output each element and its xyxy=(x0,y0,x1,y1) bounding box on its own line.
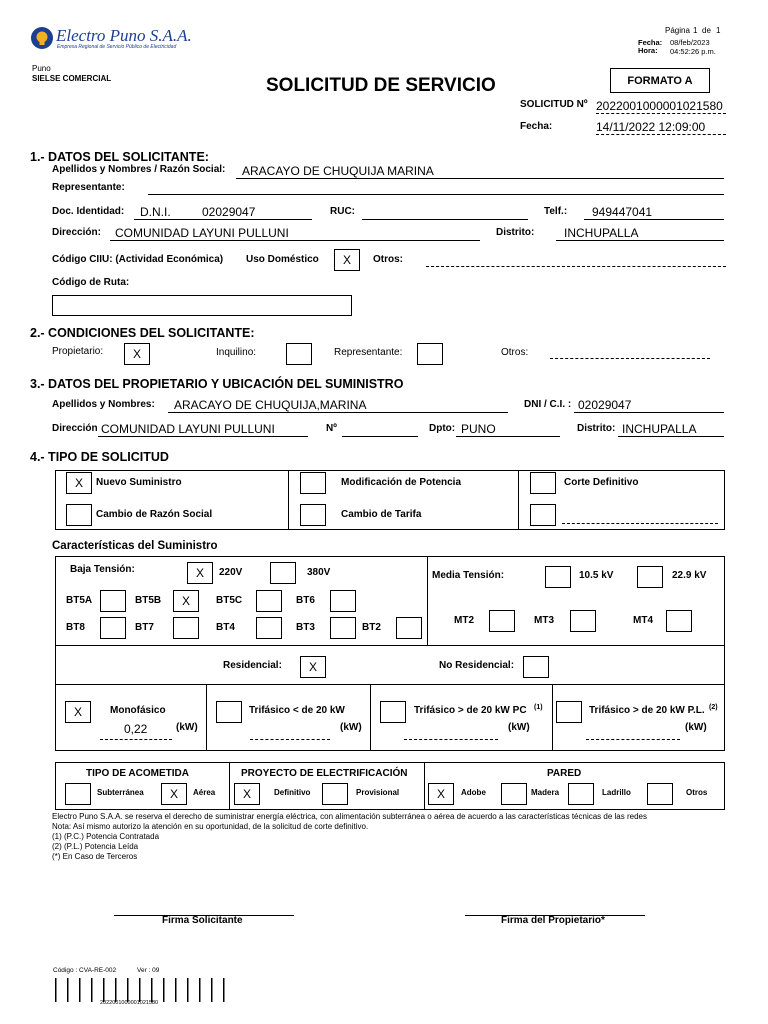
phone-line[interactable] xyxy=(584,219,724,220)
tariff-mt4-label: MT4 xyxy=(633,615,653,626)
wood-checkbox[interactable] xyxy=(501,783,527,805)
tariff-bt3-label: BT3 xyxy=(296,622,315,633)
new-supply-checkbox[interactable] xyxy=(66,472,92,494)
address-label: Dirección: xyxy=(52,227,101,238)
header-city: Puno xyxy=(32,64,51,73)
page-of: de xyxy=(702,26,711,35)
representative-line[interactable] xyxy=(148,194,724,195)
medium-voltage-label: Media Tensión: xyxy=(432,570,505,581)
other-request-line[interactable] xyxy=(562,523,718,524)
voltage-380v-label: 380V xyxy=(307,567,331,578)
district-label: Distrito: xyxy=(496,227,535,238)
tariff-bt5b-mark: X xyxy=(181,594,190,608)
power-modification-checkbox[interactable] xyxy=(300,472,326,494)
id-document-line[interactable] xyxy=(134,219,312,220)
company-tagline: Empresa Regional de Servicio Público de Electricidad xyxy=(57,44,177,50)
other-request-checkbox[interactable] xyxy=(530,504,556,526)
tariff-bt8-checkbox[interactable] xyxy=(100,617,126,639)
voltage-380v-checkbox[interactable] xyxy=(270,562,296,584)
print-time-value: 04:52:26 p.m. xyxy=(670,47,716,56)
route-code-input[interactable] xyxy=(52,295,352,316)
company-name: Electro Puno S.A.A. xyxy=(56,26,192,45)
page-label: Página xyxy=(665,26,690,35)
other-activity-line[interactable] xyxy=(426,266,726,267)
final-cut-checkbox[interactable] xyxy=(530,472,556,494)
supply-address-value: COMUNIDAD LAYUNI PULLUNI xyxy=(101,422,275,436)
header-unit: SIELSE COMERCIAL xyxy=(32,74,112,83)
tariff-mt2-checkbox[interactable] xyxy=(489,610,515,632)
section3-title: 3.- DATOS DEL PROPIETARIO Y UBICACIÓN DEL SUMINISTRO xyxy=(30,377,404,391)
owner-name-line[interactable] xyxy=(168,412,508,413)
domestic-use-label: Uso Doméstico xyxy=(246,254,319,265)
single-phase-power-line[interactable] xyxy=(100,739,172,740)
tariff-bt4-checkbox[interactable] xyxy=(256,617,282,639)
final-cut-label: Corte Definitivo xyxy=(564,477,639,488)
lightbulb-logo-icon xyxy=(30,26,54,50)
tariff-mt4-checkbox[interactable] xyxy=(666,610,692,632)
notes-line: Electro Puno S.A.A. se reserva el derecho de suministrar energía eléctrica, con alimentación subterránea o aérea de acuerdo a las características técnicas de las redes xyxy=(52,812,647,821)
wood-label: Madera xyxy=(531,788,560,797)
underground-checkbox[interactable] xyxy=(65,783,91,805)
supply-address-label: Dirección xyxy=(52,423,98,434)
phone-label: Telf.: xyxy=(544,206,568,217)
representative-label: Representante: xyxy=(52,182,125,193)
supply-address-line[interactable] xyxy=(98,436,308,437)
format-a-box xyxy=(610,68,710,93)
applicant-signature-label: Firma Solicitante xyxy=(162,915,243,926)
form-code: Código : CVA-RE-002 xyxy=(53,967,117,974)
tariff-bt5a-label: BT5A xyxy=(66,595,93,606)
tariff-bt2-label: BT2 xyxy=(362,622,381,633)
single-phase-unit: (kW) xyxy=(176,722,198,733)
representative-condition-label: Representante: xyxy=(334,347,403,358)
adobe-mark: X xyxy=(436,787,445,801)
section4-title: 4.- TIPO DE SOLICITUD xyxy=(30,450,169,464)
phone-value: 949447041 xyxy=(592,205,653,219)
ruc-label: RUC: xyxy=(330,206,355,217)
barcode-text: 2022001000001021580 xyxy=(100,1000,159,1006)
tariff-mt3-label: MT3 xyxy=(534,615,554,626)
voltage-row-divider xyxy=(55,645,725,646)
notes-line: (2) (P.L.) Potencia Leída xyxy=(52,842,139,851)
new-supply-label: Nuevo Suministro xyxy=(96,477,182,488)
owner-dni-label: DNI / C.I. : xyxy=(524,399,572,410)
low-voltage-label: Baja Tensión: xyxy=(70,564,135,575)
three-phase-pl-checkbox[interactable] xyxy=(556,701,582,723)
other-condition-label: Otros: xyxy=(501,347,529,358)
request-type-divider xyxy=(288,470,289,530)
connection-divider xyxy=(424,762,425,810)
tariff-bt8-label: BT8 xyxy=(66,622,85,633)
three-phase-pl-unit: (kW) xyxy=(685,722,707,733)
owner-name-value: ARACAYO DE CHUQUIJA,MARINA xyxy=(174,398,367,412)
three-phase-pl-superscript: (2) xyxy=(709,704,718,711)
voltage-22-9kv-label: 22.9 kV xyxy=(672,570,707,581)
barcode xyxy=(55,978,225,1002)
definitive-mark: X xyxy=(242,787,251,801)
three-phase-pc-label: Trifásico > de 20 kW PC xyxy=(414,705,527,716)
applicant-name-line[interactable] xyxy=(236,178,724,179)
single-phase-label: Monofásico xyxy=(110,705,166,716)
aerial-mark: X xyxy=(169,787,178,801)
non-residential-checkbox[interactable] xyxy=(523,656,549,678)
supply-number-label: Nº xyxy=(326,423,337,434)
brick-label: Ladrillo xyxy=(602,788,631,797)
connection-type-title: TIPO DE ACOMETIDA xyxy=(86,768,189,779)
notes-line: (1) (P.C.) Potencia Contratada xyxy=(52,832,160,841)
domestic-use-checkbox[interactable] xyxy=(334,249,360,271)
owner-dni-value: 02029047 xyxy=(578,398,632,412)
three-phase-pc-checkbox[interactable] xyxy=(380,701,406,723)
section2-title: 2.- CONDICIONES DEL SOLICITANTE: xyxy=(30,326,255,340)
power-modification-label: Modificación de Potencia xyxy=(341,477,462,488)
request-number-label: SOLICITUD Nº xyxy=(520,99,588,110)
ciiu-label: Código CIIU: (Actividad Económica) xyxy=(52,254,224,265)
id-document-label: Doc. Identidad: xyxy=(52,206,125,217)
aerial-checkbox[interactable] xyxy=(161,783,187,805)
company-logo xyxy=(30,26,190,52)
supply-district-value: INCHUPALLA xyxy=(622,422,697,436)
three-phase-under-20kw-label: Trifásico < de 20 kW xyxy=(249,705,345,716)
request-date-line xyxy=(596,134,726,135)
three-phase-pl-line[interactable] xyxy=(586,739,680,740)
applicant-name-value: ARACAYO DE CHUQUIJA MARINA xyxy=(242,164,434,178)
electrification-project-title: PROYECTO DE ELECTRIFICACIÓN xyxy=(241,768,408,779)
voltage-220v-mark: X xyxy=(195,566,204,580)
district-value: INCHUPALLA xyxy=(564,226,639,240)
voltage-divider xyxy=(427,556,428,645)
form-title: SOLICITUD DE SERVICIO xyxy=(266,75,496,96)
voltage-220v-label: 220V xyxy=(219,567,243,578)
other-wall-checkbox[interactable] xyxy=(647,783,673,805)
tariff-bt2-checkbox[interactable] xyxy=(396,617,422,639)
tariff-bt3-checkbox[interactable] xyxy=(330,617,356,639)
tariff-bt5b-checkbox[interactable] xyxy=(173,590,199,612)
three-phase-pl-label: Trifásico > de 20 kW P.L. xyxy=(589,705,705,716)
tariff-bt4-label: BT4 xyxy=(216,622,235,633)
wall-title: PARED xyxy=(547,768,582,779)
department-line[interactable] xyxy=(456,436,560,437)
print-time-label: Hora: xyxy=(638,46,658,55)
three-phase-under-20kw-unit: (kW) xyxy=(340,722,362,733)
address-value: COMUNIDAD LAYUNI PULLUNI xyxy=(115,226,289,240)
domestic-use-mark: X xyxy=(342,253,351,267)
single-phase-power-value: 0,22 xyxy=(124,722,148,736)
tariff-mt3-checkbox[interactable] xyxy=(570,610,596,632)
request-type-divider xyxy=(518,470,519,530)
phase-divider xyxy=(370,684,371,751)
tariff-bt5a-checkbox[interactable] xyxy=(100,590,126,612)
tariff-change-label: Cambio de Tarifa xyxy=(341,509,422,520)
underground-label: Subterránea xyxy=(97,788,144,797)
voltage-10-5kv-checkbox[interactable] xyxy=(545,566,571,588)
id-document-value: 02029047 xyxy=(202,205,256,219)
supply-number-line[interactable] xyxy=(342,436,418,437)
aerial-label: Aérea xyxy=(193,788,216,797)
request-date-label: Fecha: xyxy=(520,121,553,132)
voltage-22-9kv-checkbox[interactable] xyxy=(637,566,663,588)
applicant-name-label: Apellidos y Nombres / Razón Social: xyxy=(52,164,226,175)
residential-label: Residencial: xyxy=(223,660,282,671)
route-code-label: Código de Ruta: xyxy=(52,277,130,288)
residential-mark: X xyxy=(308,660,317,674)
request-number-line xyxy=(596,113,726,114)
representative-condition-checkbox[interactable] xyxy=(417,343,443,365)
voltage-10-5kv-label: 10.5 kV xyxy=(579,570,614,581)
definitive-checkbox[interactable] xyxy=(234,783,260,805)
department-value: PUNO xyxy=(461,422,496,436)
request-date-value: 14/11/2022 12:09:00 xyxy=(596,120,706,134)
voltage-220v-checkbox[interactable] xyxy=(187,562,213,584)
other-activity-label: Otros: xyxy=(373,254,403,265)
supply-district-line[interactable] xyxy=(618,436,724,437)
three-phase-pc-unit: (kW) xyxy=(508,722,530,733)
provisional-label: Provisional xyxy=(356,788,400,797)
address-line[interactable] xyxy=(110,240,480,241)
single-phase-checkbox[interactable] xyxy=(65,701,91,723)
tariff-bt7-checkbox[interactable] xyxy=(173,617,199,639)
three-phase-pc-superscript: (1) xyxy=(534,704,543,711)
print-date-value: 08/feb/2023 xyxy=(670,38,710,47)
tariff-bt5b-label: BT5B xyxy=(135,595,162,606)
supply-district-label: Distrito: xyxy=(577,423,616,434)
page-number: 1 xyxy=(693,26,698,35)
adobe-checkbox[interactable] xyxy=(428,783,454,805)
phase-divider xyxy=(552,684,553,751)
connection-divider xyxy=(229,762,230,810)
other-condition-line[interactable] xyxy=(550,358,710,359)
notes-line: Nota: Así mismo autorizo la atención en su oportunidad, de la solicitud de corte definitivo. xyxy=(52,822,369,831)
owner-signature-label: Firma del Propietario* xyxy=(501,915,605,926)
print-date-label: Fecha: xyxy=(638,38,663,47)
three-phase-under-20kw-line[interactable] xyxy=(250,739,330,740)
non-residential-label: No Residencial: xyxy=(439,660,515,671)
id-document-type: D.N.I. xyxy=(140,205,171,219)
tariff-bt5c-label: BT5C xyxy=(216,595,243,606)
owner-dni-line[interactable] xyxy=(574,412,724,413)
owner-name-label: Apellidos y Nombres: xyxy=(52,399,155,410)
tenant-condition-label: Inquilino: xyxy=(216,347,257,358)
page-total: 1 xyxy=(716,26,721,35)
tariff-bt6-checkbox[interactable] xyxy=(330,590,356,612)
notes-line: (*) En Caso de Terceros xyxy=(52,852,138,861)
three-phase-under-20kw-checkbox[interactable] xyxy=(216,701,242,723)
section1-title: 1.- DATOS DEL SOLICITANTE: xyxy=(30,150,209,164)
adobe-label: Adobe xyxy=(461,788,486,797)
district-line[interactable] xyxy=(556,240,724,241)
owner-condition-mark: X xyxy=(132,347,141,361)
form-version: Ver : 09 xyxy=(137,967,160,974)
provisional-checkbox[interactable] xyxy=(322,783,348,805)
definitive-label: Definitivo xyxy=(274,788,311,797)
usage-row-divider xyxy=(55,684,725,685)
new-supply-mark: X xyxy=(74,476,83,490)
request-number-value: 2022001000001021580 xyxy=(596,99,723,113)
single-phase-mark: X xyxy=(73,705,82,719)
tariff-bt5c-checkbox[interactable] xyxy=(256,590,282,612)
other-wall-label: Otros xyxy=(686,788,708,797)
brick-checkbox[interactable] xyxy=(568,783,594,805)
format-a-label: FORMATO A xyxy=(627,74,693,87)
ruc-line[interactable] xyxy=(362,219,528,220)
tenant-condition-checkbox[interactable] xyxy=(286,343,312,365)
three-phase-pc-line[interactable] xyxy=(404,739,498,740)
department-label: Dpto: xyxy=(429,423,456,434)
residential-checkbox[interactable] xyxy=(300,656,326,678)
phase-divider xyxy=(206,684,207,751)
tariff-change-checkbox[interactable] xyxy=(300,504,326,526)
business-name-change-label: Cambio de Razón Social xyxy=(96,509,213,520)
owner-condition-label: Propietario: xyxy=(52,346,104,357)
tariff-bt6-label: BT6 xyxy=(296,595,315,606)
tariff-bt7-label: BT7 xyxy=(135,622,154,633)
tariff-mt2-label: MT2 xyxy=(454,615,474,626)
supply-characteristics-title: Características del Suministro xyxy=(52,540,218,552)
business-name-change-checkbox[interactable] xyxy=(66,504,92,526)
owner-condition-checkbox[interactable] xyxy=(124,343,150,365)
